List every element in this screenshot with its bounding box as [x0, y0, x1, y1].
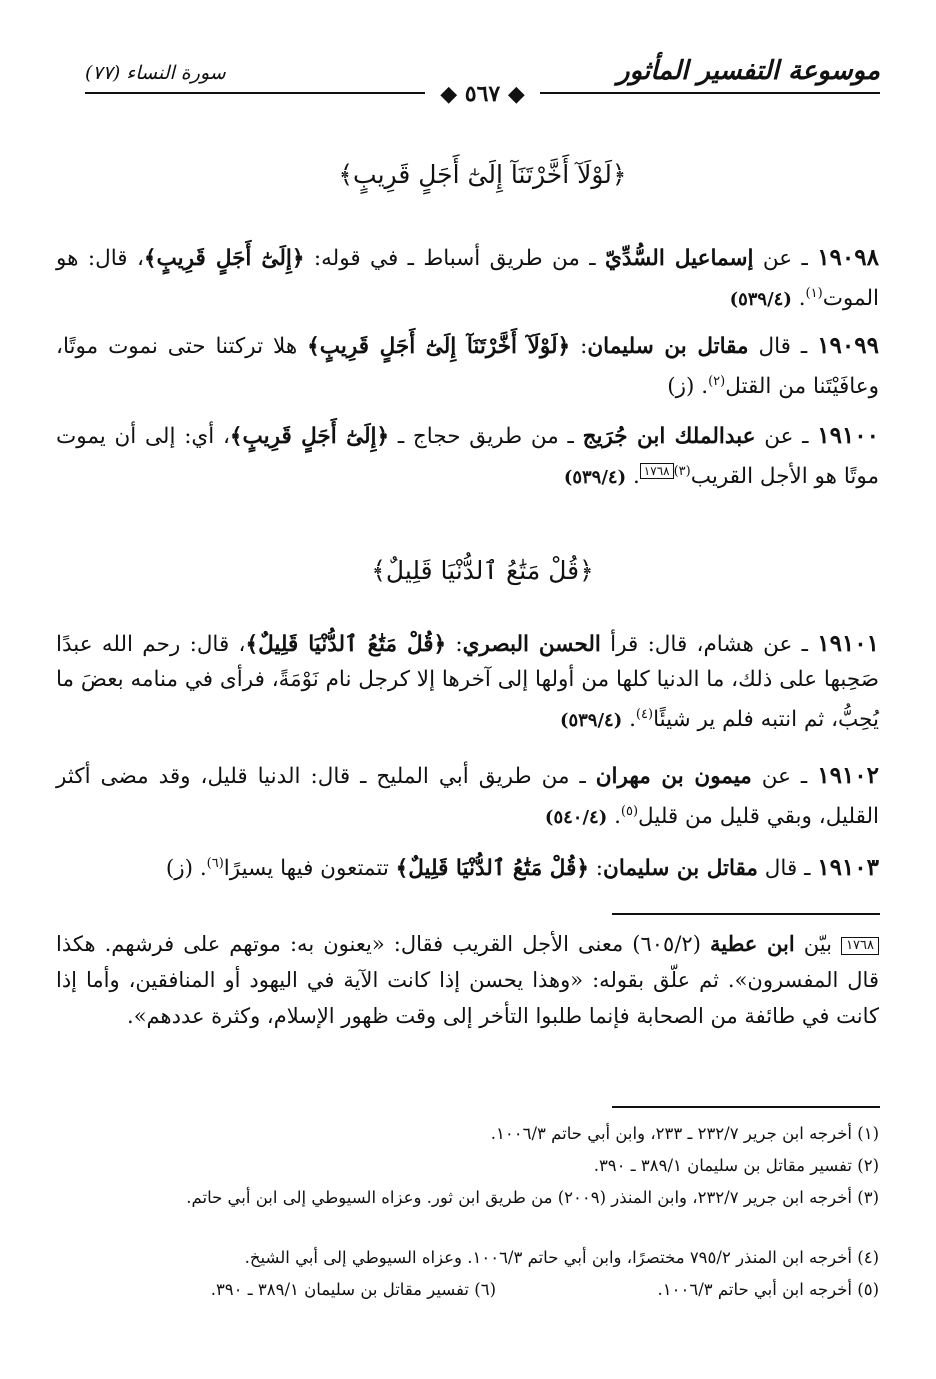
entry-text: .	[622, 707, 636, 733]
quran-quote: ﴿قُلْ مَتَٰعُ ٱلدُّنْيَا قَلِيلٌ﴾	[245, 632, 447, 657]
entry-number: ١٩٠٩٩	[817, 332, 879, 359]
entry-text: ـ عن	[755, 424, 809, 449]
footnote-marker: (١)	[805, 286, 823, 301]
verse-heading-2: ﴿قُلْ مَتَٰعُ ٱلدُّنْيَا قَلِيلٌ﴾	[371, 556, 594, 585]
header-rule-left	[85, 92, 425, 94]
footnote-marker: (٦)	[206, 856, 224, 871]
footnote-6: (٦) تفسير مقاتل بن سليمان ٣٨٩/١ ـ ٣٩٠.	[210, 1280, 496, 1299]
narrator-name: إسماعيل السُّدِّيّ	[605, 246, 754, 271]
verse-heading-1: ﴿لَوْلَآ أَخَّرْتَنَآ إِلَىٰٓ أَجَلٍ قَرِيبٍ﴾	[338, 160, 627, 189]
footnote-1: (١) أخرجه ابن جرير ٢٣٢/٧ ـ ٢٣٣، وابن أبي حاتم ١٠٠٦/٣.	[490, 1124, 879, 1143]
narrator-name: عبدالملك ابن جُرَيج	[582, 424, 756, 449]
commentary-rule	[612, 913, 880, 915]
entry-text: :	[570, 334, 588, 359]
entry-19102	[56, 758, 879, 835]
entry-text: :	[588, 856, 604, 882]
surah-label: سورة النساء (٧٧)	[85, 62, 226, 84]
entry-19101	[56, 626, 879, 738]
footnote-marker: (٥)	[620, 804, 639, 819]
note-text: بيّن	[794, 932, 842, 956]
entry-text: ـ عن	[751, 764, 808, 789]
entry-text: .	[607, 804, 621, 830]
quran-quote: ﴿قُلْ مَتَٰعُ ٱلدُّنْيَا قَلِيلٌ﴾	[395, 856, 589, 882]
note-text: (٦٠٥/٢) معنى الأجل القريب فقال: «يعنون به: موتهم على فرشهم. هكذا قال المفسرون». ثم علّق بقوله: «وهذا يحسن إذا كانت الآية في اليهود أو المنافقين، وأما إذا كانت في طائفة من الصحابة فإنما طلبوا التأخر إلى وقت ظهور الإسلام، وكثرة عددهم».	[56, 932, 879, 1028]
entry-19103	[56, 846, 879, 886]
footnote-5: (٥) أخرجه ابن أبي حاتم ١٠٠٦/٣.	[657, 1280, 879, 1299]
entry-number: ١٩١٠١	[817, 630, 879, 657]
entry-text: :	[446, 632, 463, 657]
entry-text: ـ من طريق أسباط ـ في قوله:	[304, 246, 605, 271]
entry-number: ١٩١٠٠	[817, 422, 879, 449]
footnote-4: (٤) أخرجه ابن المنذر ٧٩٥/٢ مختصرًا، وابن أبي حاتم ١٠٠٦/٣. وعزاه السيوطي إلى أبي الشيخ.	[244, 1248, 879, 1267]
entry-19098	[56, 240, 879, 317]
entry-number: ١٩١٠٣	[817, 854, 879, 882]
footnote-2: (٢) تفسير مقاتل بن سليمان ٣٨٩/١ ـ ٣٩٠.	[593, 1156, 879, 1175]
footnote-3: (٣) أخرجه ابن جرير ٢٣٢/٧، وابن المنذر (٢٠٠٩) من طريق ابن ثور. وعزاه السيوطي إلى ابن أبي حاتم.	[186, 1188, 879, 1207]
narrator-name: ميمون بن مهران	[595, 764, 752, 789]
entry-text: ـ من طريق حجاج ـ	[389, 424, 583, 449]
entry-text: تتمتعون فيها يسيرًا	[223, 856, 396, 882]
entry-text: .	[626, 464, 640, 490]
running-header	[85, 56, 880, 110]
entry-text: ، قال: هو الموت	[56, 246, 879, 312]
entry-text: . (ز)	[165, 856, 207, 882]
entry-number: ١٩١٠٢	[817, 762, 879, 789]
narrator-name: مقاتل بن سليمان	[587, 334, 749, 359]
entry-text: . (ز)	[667, 374, 709, 400]
volume-reference: (٥٣٩/٤)	[559, 710, 623, 732]
commentary-note-1768	[56, 926, 879, 1034]
footnote-rule	[612, 1106, 880, 1108]
volume-reference: (٥٤٠/٤)	[544, 807, 608, 829]
volume-reference: (٥٣٩/٤)	[729, 289, 792, 311]
entry-text: ـ قال	[748, 334, 808, 359]
narrator-name: مقاتل بن سليمان	[603, 856, 758, 882]
entry-text: ـ من طريق أبي المليح ـ قال: الدنيا قليل، وقد مضى أكثر القليل، وبقي قليل من قليل	[56, 764, 879, 830]
entry-19099	[56, 328, 879, 404]
entry-text: ، أي: إلى أن يموت موتًا هو الأجل القريب	[56, 424, 879, 490]
entry-text: هلا تركتنا حتى نموت موتًا، وعافَيْتَنا من القتل	[56, 334, 879, 400]
quran-quote: ﴿إِلَىٰٓ أَجَلٍ قَرِيبٍ﴾	[229, 424, 390, 449]
volume-reference: (٥٣٩/٤)	[563, 467, 627, 489]
footnote-marker: (٢)	[708, 374, 726, 389]
footnote-marker: (٣)	[673, 464, 691, 479]
author-name: ابن عطية	[709, 931, 795, 956]
footnote-marker: (٤)	[635, 707, 654, 722]
book-title: موسوعة التفسير المأثور	[617, 56, 880, 86]
quran-quote: ﴿لَوْلَآ أَخَّرْتَنَآ إِلَىٰٓ أَجَلٍ قَرِيبٍ﴾	[307, 334, 571, 359]
entry-text: ـ عن	[753, 246, 808, 271]
page-number: ◆ ٥٦٧ ◆	[440, 81, 525, 107]
entry-text: .	[791, 286, 806, 312]
commentary-marker[interactable]: ١٧٦٨	[640, 463, 674, 479]
quran-quote: ﴿إِلَىٰٓ أَجَلٍ قَرِيبٍ﴾	[143, 246, 305, 271]
page-number-value: ٥٦٧	[464, 81, 501, 107]
entry-text: ـ عن هشام، قال: قرأ	[600, 632, 808, 657]
narrator-name: الحسن البصري	[462, 632, 601, 657]
entry-text: ، قال: رحم الله عبدًا صَحِبها على ذلك، ما الدنيا كلها من أولها إلى آخرها إلا كرجل نام نَوْمَةً، فرأى في منامه بعضَ ما يُحِبُّ، ثم انتبه فلم ير شيئًا	[56, 632, 879, 733]
entry-number: ١٩٠٩٨	[817, 244, 879, 271]
commentary-number: ١٧٦٨	[841, 937, 879, 955]
entry-19100	[56, 418, 879, 495]
entry-text: ـ قال	[757, 856, 811, 882]
header-rule-right	[540, 92, 880, 94]
